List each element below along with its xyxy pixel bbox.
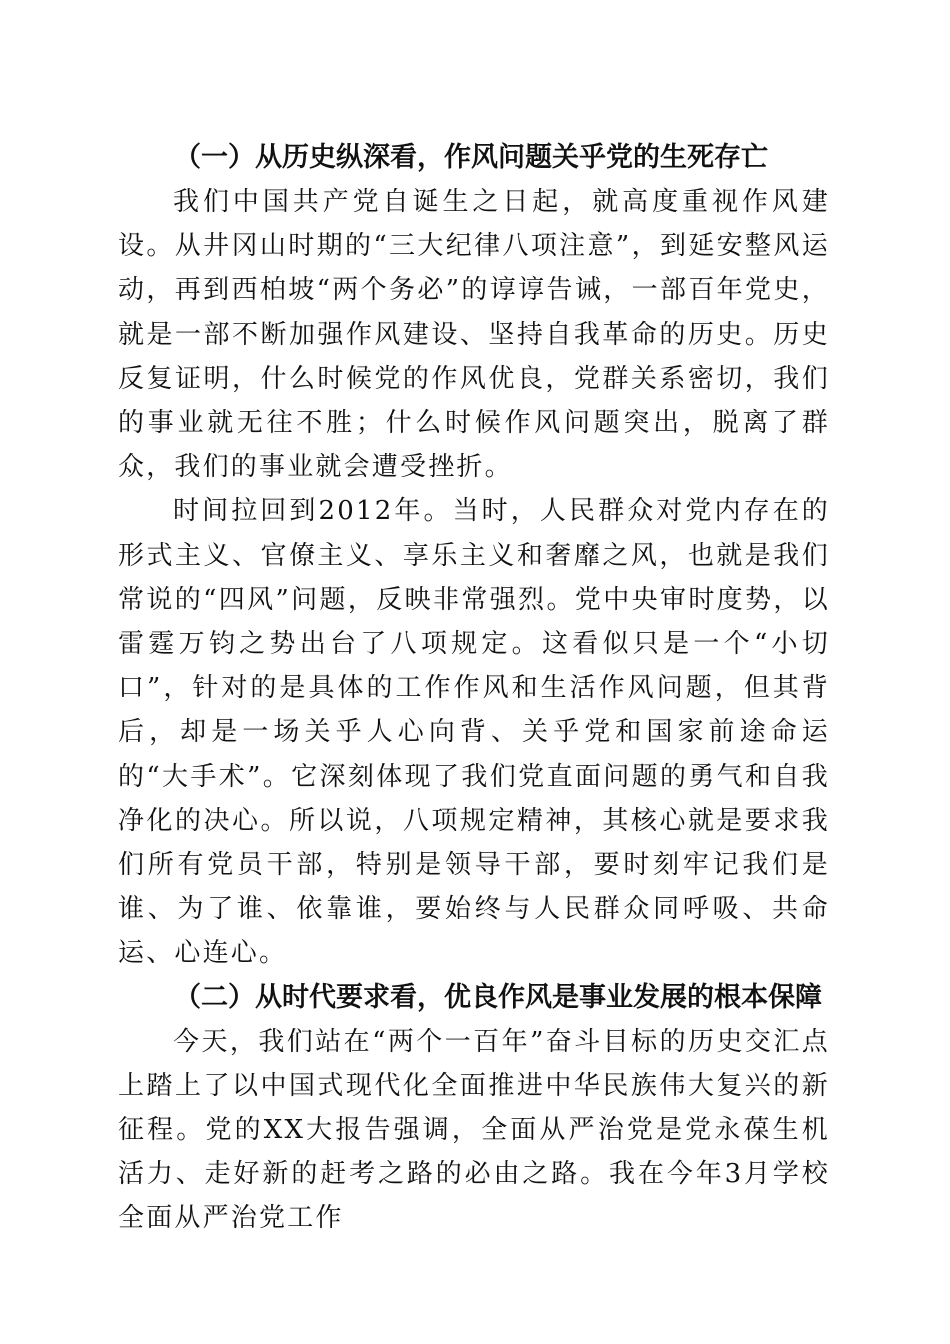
document-body <box>118 136 830 1241</box>
section-heading-1: （一）从历史纵深看，作风问题关乎党的生死存亡 <box>174 142 768 173</box>
section-heading-2: （二）从时代要求看，优良作风是事业发展的根本保障 <box>174 981 822 1013</box>
paragraph-era: 今天，我们站在“两个一百年”奋斗目标的历史交汇点上踏上了以中国式现代化全面推进中华民族伟大复兴的新征程。党的XX大报告强调，全面从严治党是党永葆生机活力、走好新的赶考之路的必由之路。我在今年3月学校全面从严治党工作 <box>118 1026 830 1234</box>
paragraph-history: 我们中国共产党自诞生之日起，就高度重视作风建设。从井冈山时期的“三大纪律八项注意”，到延安整风运动，再到西柏坡“两个务必”的谆谆告诫，一部百年党史，就是一部不断加强作风建设、坚持自我革命的历史。历史反复证明，什么时候党的作风优良，党群关系密切，我们的事业就无往不胜；什么时候作风问题突出，脱离了群众，我们的事业就会遭受挫折。 <box>118 187 830 483</box>
paragraph-2012: 时间拉回到2012年。当时，人民群众对党内存在的形式主义、官僚主义、享乐主义和奢靡之风，也就是我们常说的“四风”问题，反映非常强烈。党中央审时度势，以雷霆万钧之势出台了八项规定。这看似只是一个“小切口”，针对的是具体的工作作风和生活作风问题，但其背后，却是一场关乎人心向背、关乎党和国家前途命运的“大手术”。它深刻体现了我们党直面问题的勇气和自我净化的决心。所以说，八项规定精神，其核心就是要求我们所有党员干部，特别是领导干部，要时刻牢记我们是谁、为了谁、依靠谁，要始终与人民群众同呼吸、共命运、心连心。 <box>118 496 830 969</box>
